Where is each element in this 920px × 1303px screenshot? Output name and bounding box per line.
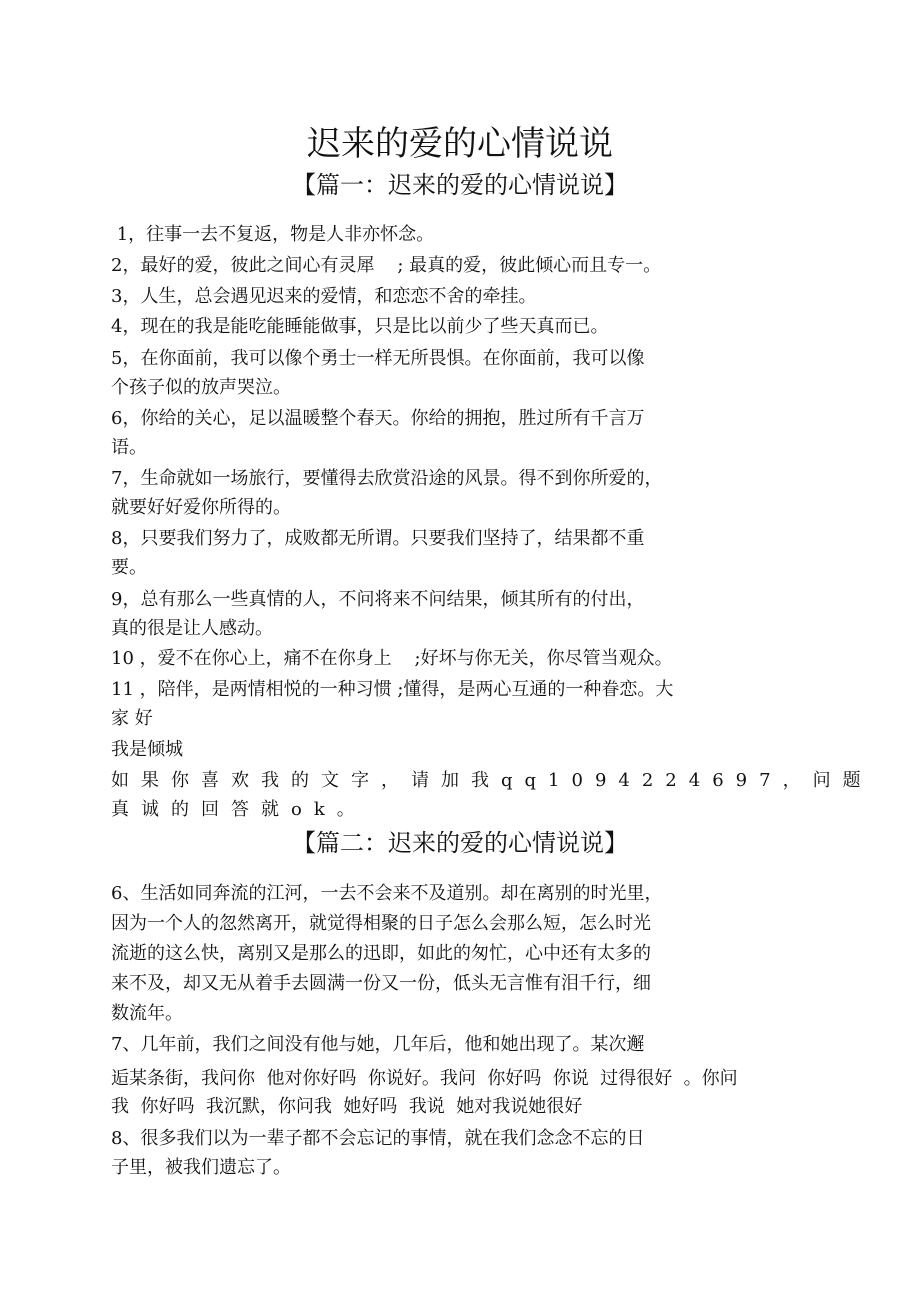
- text-line: 10 ，爱不在你心上，痛不在你身上 ;好坏与你无关，你尽管当观众。: [111, 648, 673, 669]
- text-line: 要。: [111, 557, 147, 578]
- text-line: 11 ，陪伴，是两情相悦的一种习惯 ;懂得，是两心互通的一种眷恋。大: [111, 679, 674, 700]
- text-line: 语。: [111, 437, 147, 458]
- text-line: 我 你好吗 我沉默，你问我 她好吗 我说 她对我说她很好: [111, 1096, 583, 1117]
- text-line: 个孩子似的放声哭泣。: [111, 377, 291, 398]
- text-line: 真诚的回答就ok。: [111, 799, 367, 820]
- text-line: 8，只要我们努力了，成败都无所谓。只要我们坚持了，结果都不重: [111, 528, 645, 549]
- text-line: 5，在你面前，我可以像个勇士一样无所畏惧。在你面前，我可以像: [111, 348, 645, 369]
- text-line: 家 好: [111, 708, 153, 729]
- text-line: 7、几年前，我们之间没有他与她，几年后，他和她出现了。某次邂: [111, 1034, 645, 1055]
- section-heading-1: 【篇一：迟来的爱的心情说说】: [292, 171, 628, 199]
- text-line: 9，总有那么一些真情的人，不问将来不问结果，倾其所有的付出，: [111, 589, 645, 610]
- text-line: 来不及，却又无从着手去圆满一份又一份，低头无言惟有泪千行，细: [111, 973, 651, 994]
- text-line: 3，人生，总会遇见迟来的爱情，和恋恋不舍的牵挂。: [111, 286, 537, 307]
- text-line: 如果你喜欢我的文字，请加我qq1094224697，问题: [111, 770, 873, 791]
- text-line: 8、很多我们以为一辈子都不会忘记的事情，就在我们念念不忘的日: [111, 1128, 645, 1149]
- text-line: 流逝的这么快，离别又是那么的迅即，如此的匆忙，心中还有太多的: [111, 943, 651, 964]
- document-title: 迟来的爱的心情说说: [307, 124, 613, 164]
- text-line: 数流年。: [111, 1003, 183, 1024]
- text-line: 就要好好爱你所得的。: [111, 497, 291, 518]
- text-line: 2，最好的爱，彼此之间心有灵犀 ; 最真的爱，彼此倾心而且专一。: [111, 255, 662, 276]
- text-line: 1，往事一去不复返，物是人非亦怀念。: [111, 224, 435, 245]
- text-line: 子里，被我们遗忘了。: [111, 1157, 291, 1178]
- text-line: 6，你给的关心，足以温暖整个春天。你给的拥抱，胜过所有千言万: [111, 408, 645, 429]
- section-heading-2: 【篇二：迟来的爱的心情说说】: [292, 829, 628, 857]
- text-line: 我是倾城: [111, 739, 183, 760]
- text-line: 真的很是让人感动。: [111, 618, 273, 639]
- text-line: 7，生命就如一场旅行，要懂得去欣赏沿途的风景。得不到你所爱的，: [111, 468, 663, 489]
- text-line: 4，现在的我是能吃能睡能做事，只是比以前少了些天真而已。: [111, 316, 609, 337]
- text-line: 逅某条街，我问你 他对你好吗 你说好。我问 你好吗 你说 过得很好 。你问: [111, 1068, 738, 1089]
- text-line: 6、生活如同奔流的江河，一去不会来不及道别。却在离别的时光里，: [111, 883, 663, 904]
- text-line: 因为一个人的忽然离开，就觉得相聚的日子怎么会那么短，怎么时光: [111, 913, 651, 934]
